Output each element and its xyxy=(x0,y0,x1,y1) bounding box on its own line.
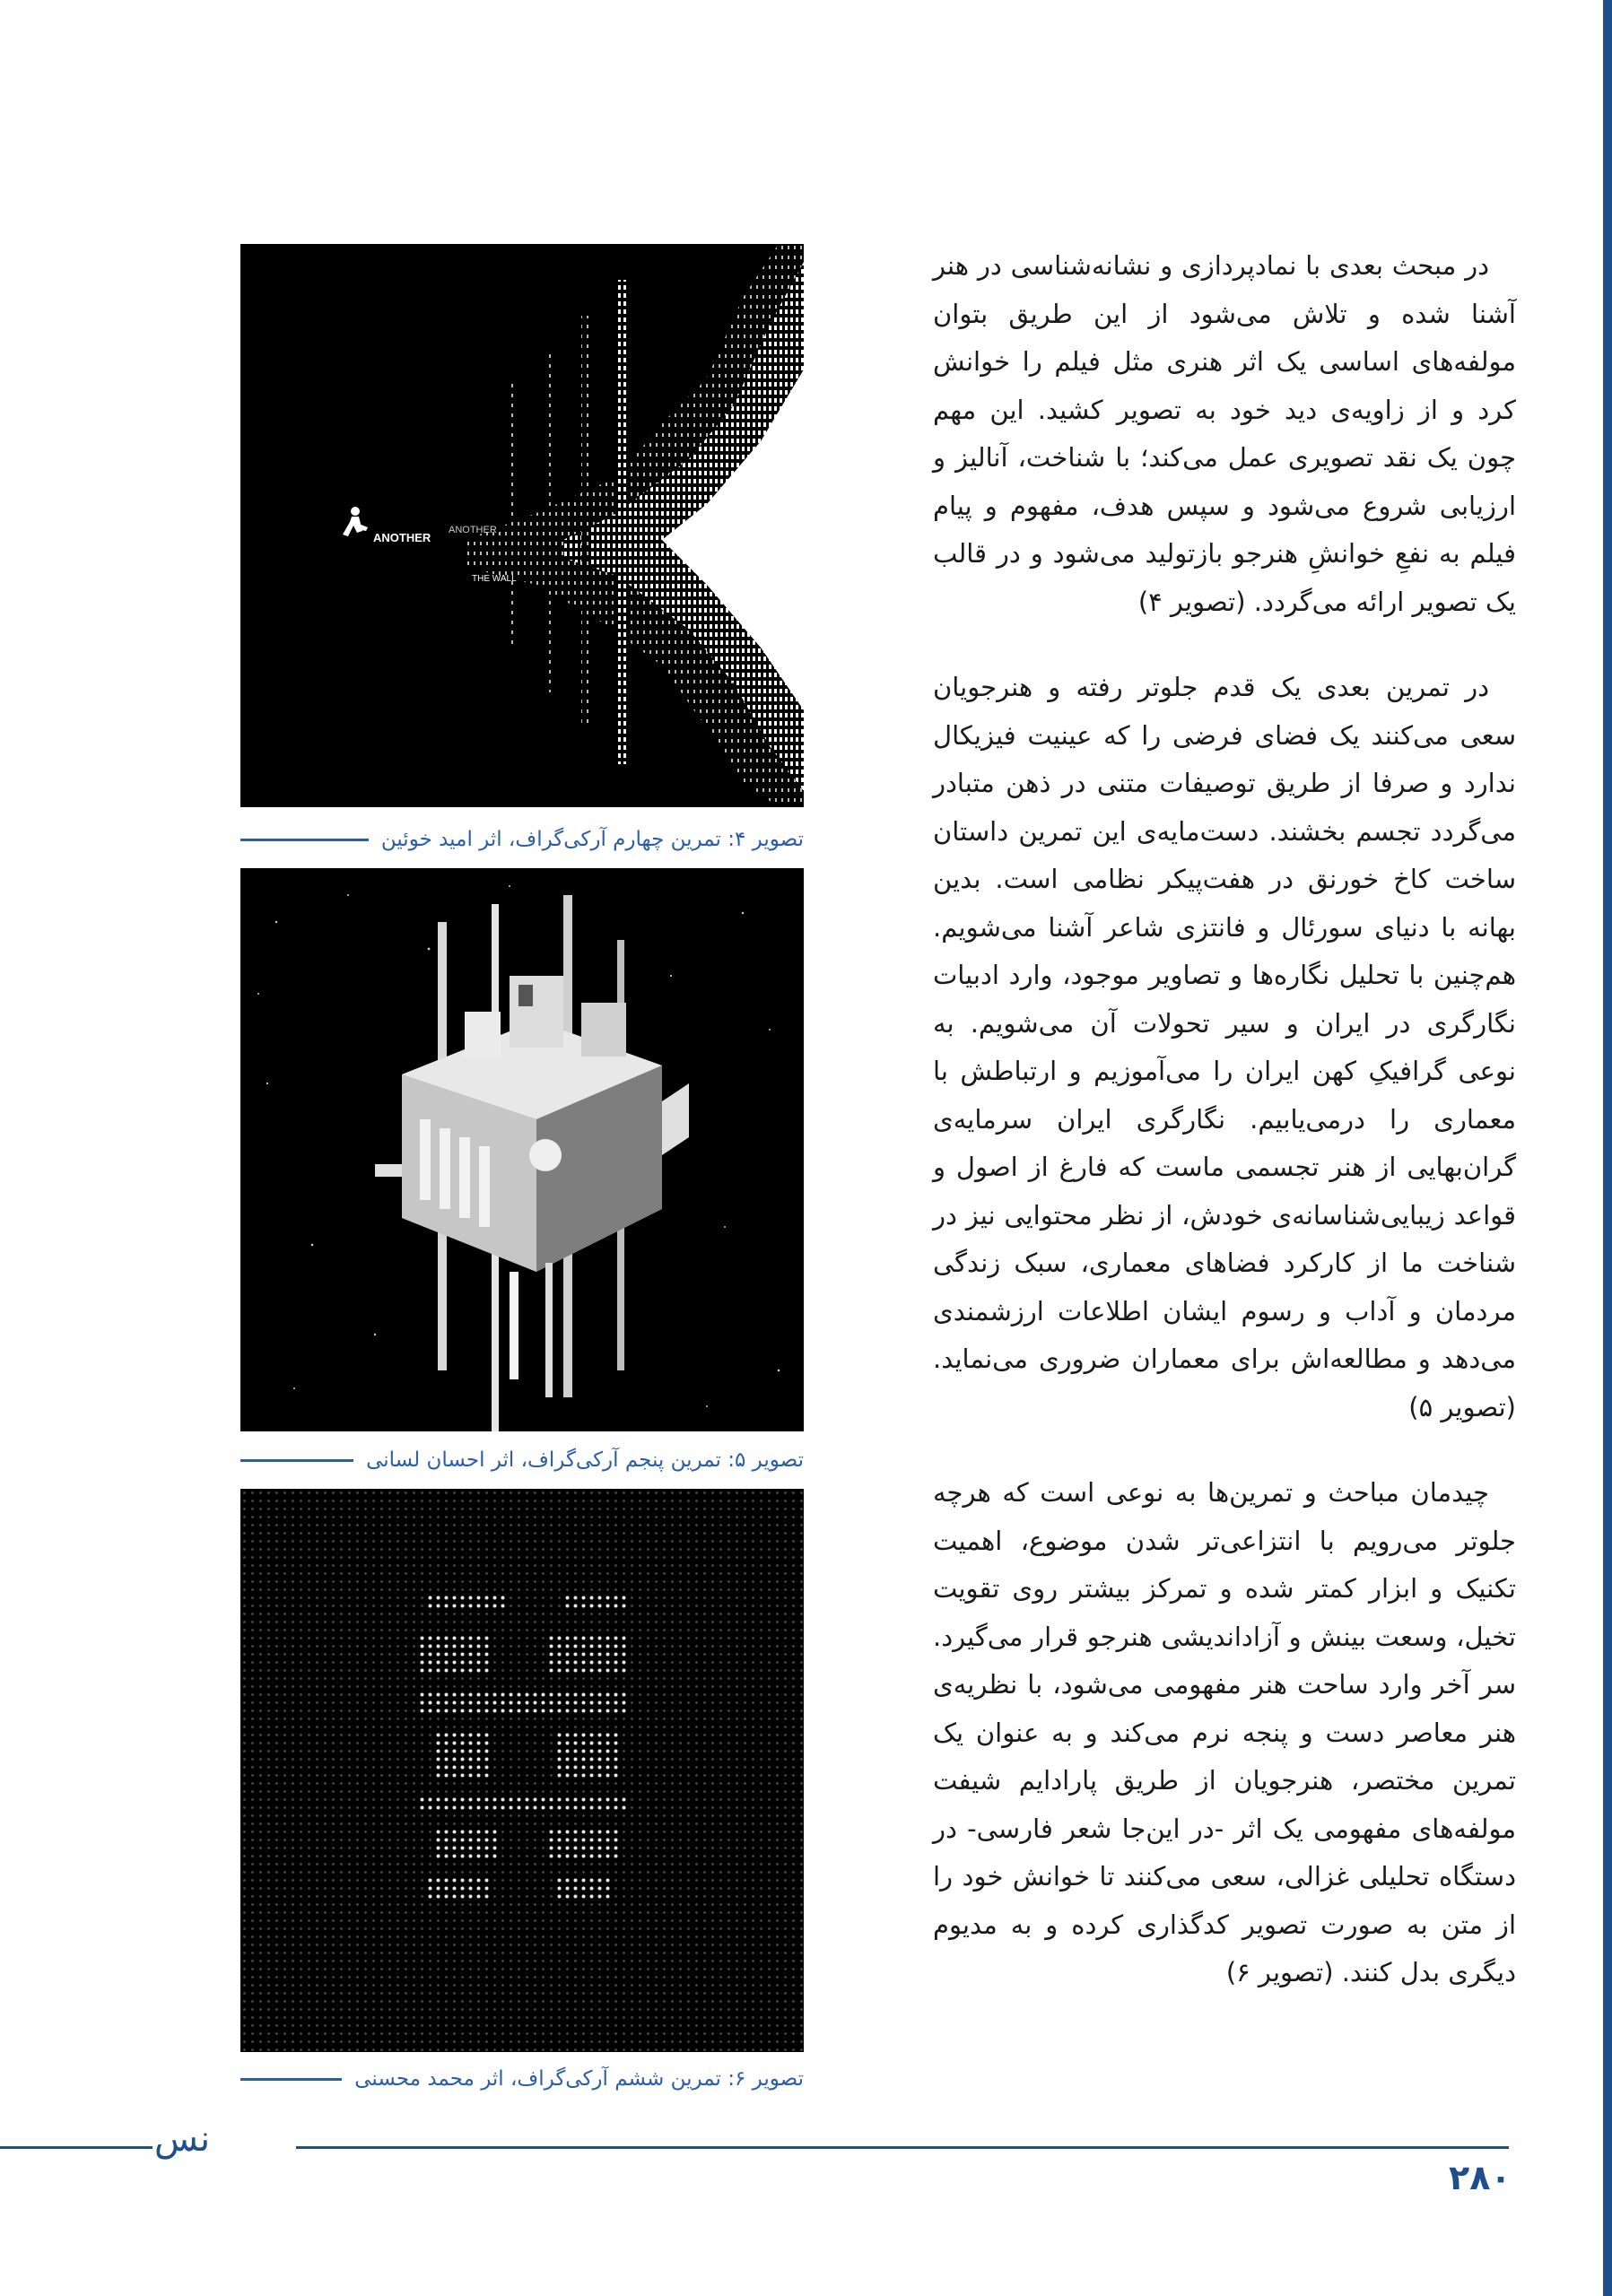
paragraph-1 xyxy=(933,242,1516,626)
page-number: ۲۸۰ xyxy=(1449,2158,1512,2197)
footer-rule-left xyxy=(0,2146,152,2149)
figure-4-text-wall: THE WALL xyxy=(472,574,517,584)
figure-4-caption xyxy=(240,822,804,857)
figure-5-caption-rule xyxy=(240,1459,353,1462)
figure-6-caption-rule xyxy=(240,2078,342,2081)
body-text-column xyxy=(933,242,1516,2035)
figure-6-caption xyxy=(240,2061,804,2097)
figure-4-caption-text: تصویر ۴: تمرین چهارم آرکی‌گراف، اثر امید خوئین xyxy=(380,828,804,851)
paragraph-1-text: در مبحث بعدی با نمادپردازی و نشانه‌شناسی در هنر آشنا شده و تلاش می‌شود از این طریق بتوان مولفه‌های اساسی یک اثر هنری مثل فیلم را خوانش کرد و از زاویه‌ی دید خود به تصویر کشید. این مهم چون یک نقد تصویری عمل می‌کند؛ با شناخت، آنالیز و ارزیابی شروع می‌شود و سپس هدف، مفهوم و پیام فیلم به نفعِ خوانشِ هنرجو بازتولید می‌شود و در قالب یک تصویر ارائه می‌گردد. (تصویر ۴) xyxy=(933,250,1516,617)
figure-4-artwork xyxy=(240,244,804,807)
figure-5-caption-text: تصویر ۵: تمرین پنجم آرکی‌گراف، اثر احسان لسانی xyxy=(366,1448,804,1472)
figure-6-image xyxy=(240,1489,804,2052)
figure-4-text-another-2: ANOTHER xyxy=(449,525,497,535)
footer-rule-right xyxy=(296,2146,1509,2149)
figure-6-artwork xyxy=(240,1489,804,2052)
figure-4-text-another: ANOTHER xyxy=(373,531,431,544)
edge-color-bar xyxy=(1603,0,1612,2296)
paragraph-3-text: چیدمان مباحث و تمرین‌ها به نوعی است که هرچه جلوتر می‌رویم با انتزاعی‌تر شدن موضوع، اهمیت تکنیک و ابزار کمتر شده و تمرکز بیشتر روی تقویت تخیل، وسعت بینش و آزاداندیشی هنرجو قرار می‌گیرد. سر آخر وارد ساحت هنر مفهومی می‌شود، با نظریه‌ی هنر معاصر دست و پنجه نرم می‌کند و به عنوان یک تمرین مختصر، هنرجویان از طریق پارادایم شیفت مولفه‌های مفهومی یک اثر -در این‌جا شعر فارسی- در دستگاه تحلیلی غزالی، سعی می‌کنند تا خوانش خود را از متن به صورت تصویر کدگذاری کرده و به مدیوم دیگری بدل کنند. (تصویر ۶) xyxy=(933,1477,1516,1987)
figure-6-caption-text: تصویر ۶: تمرین ششم آرکی‌گراف، اثر محمد محسنی xyxy=(354,2067,804,2091)
figure-5-artwork xyxy=(240,868,804,1431)
paragraph-3 xyxy=(933,1469,1516,1997)
figure-5-caption xyxy=(240,1442,804,1478)
figure-4-caption-rule xyxy=(240,839,369,841)
paragraph-2 xyxy=(933,664,1516,1431)
running-head: نس xyxy=(154,2118,211,2160)
figure-5-image xyxy=(240,868,804,1431)
paragraph-2-text: در تمرین بعدی یک قدم جلوتر رفته و هنرجویان سعی می‌کنند یک فضای فرضی را که عینیت فیزیکال ندارد و صرفا از طریق توصیفات متنی در ذهن متبادر می‌گردد تجسم بخشند. دست‌مایه‌ی این تمرین داستان ساخت کاخ خورنق در هفت‌پیکر نظامی است. بدین بهانه با دنیای سورئال و فانتزی شاعر آشنا می‌شویم. هم‌چنین با تحلیل نگاره‌ها و تصاویر موجود، وارد ادبیات نگارگری در ایران و سیر تحولات آن می‌شویم. به نوعی گرافیکِ کهن ایران را می‌آموزیم و ارتباطش با معماری را درمی‌یابیم. نگارگری ایران سرمایه‌ی گران‌بهایی از هنر تجسمی ماست که فارغ از اصول و قواعد زیبایی‌شناسانه‌ی خودش، از نظر محتوایی نیز در شناخت ما از کارکرد فضاهای معماری، سبک زندگی مردمان و آداب و رسوم ایشان اطلاعات ارزشمندی می‌دهد و مطالعه‌اش برای معماران ضروری می‌نماید. (تصویر ۵) xyxy=(933,672,1516,1422)
figure-4-image xyxy=(240,244,804,807)
